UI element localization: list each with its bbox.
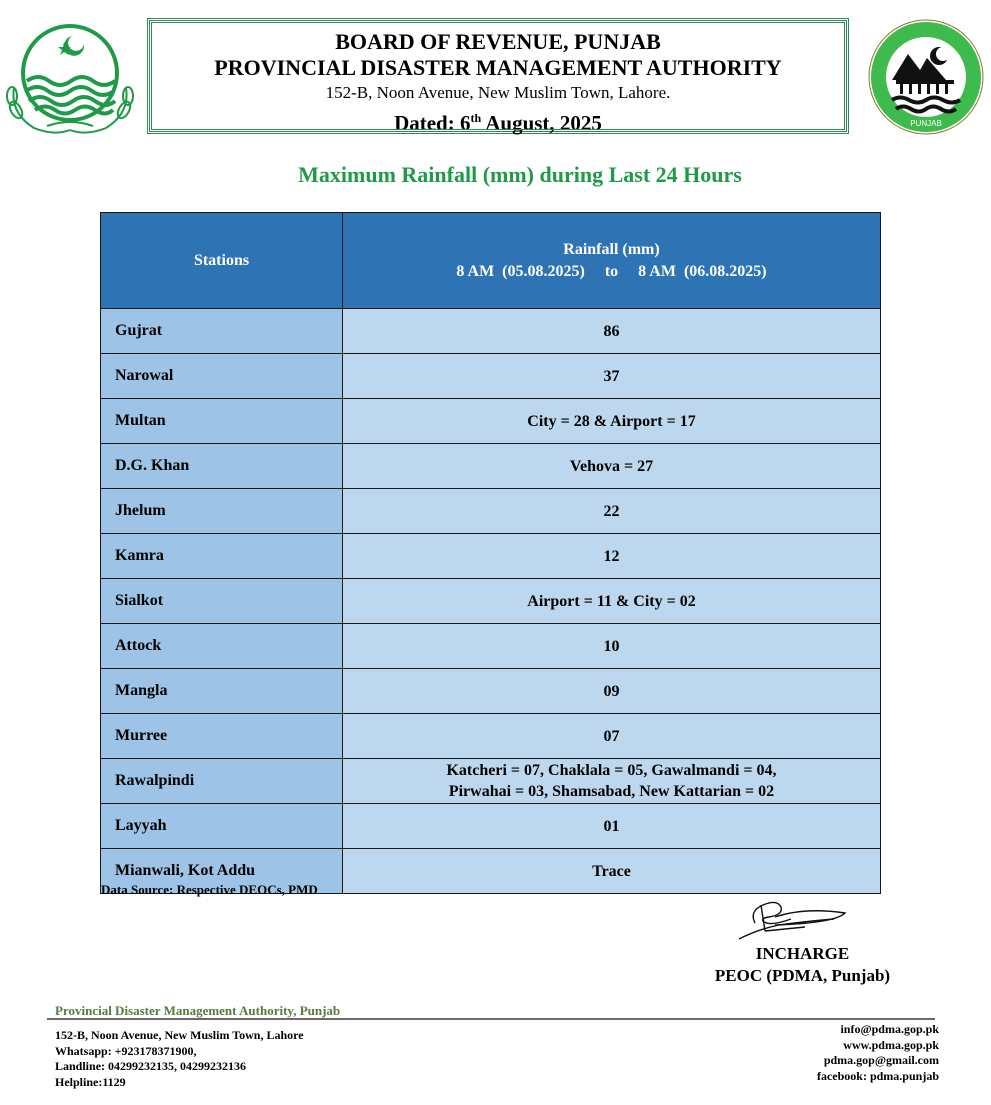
table-row [101, 309, 881, 354]
footer-org-name: Provincial Disaster Management Authority, Punjab [55, 1003, 341, 1018]
signatory-block [700, 943, 905, 987]
rainfall-cell: Vehova = 27 [343, 444, 881, 489]
rainfall-cell: 22 [343, 489, 881, 534]
header-address: 152-B, Noon Avenue, New Muslim Town, Lahore. [325, 83, 671, 102]
data-source-note: Data Source: Respective DEOCs, PMD [101, 882, 318, 897]
rainfall-cell: Trace [343, 849, 881, 894]
signature-icon [735, 895, 850, 943]
footer-divider [47, 1018, 935, 1020]
rainfall-cell: 12 [343, 534, 881, 579]
rainfall-table [100, 212, 881, 894]
footer-landline: Landline: 04299232135, 04299232136 [55, 1059, 247, 1073]
pdma-punjab-seal-icon [864, 18, 988, 136]
station-cell: Rawalpindi [101, 759, 343, 804]
table-row [101, 624, 881, 669]
report-title: Maximum Rainfall (mm) during Last 24 Hours [298, 162, 742, 187]
signatory-title: INCHARGE [755, 944, 850, 963]
station-cell: Kamra [101, 534, 343, 579]
table-row [101, 804, 881, 849]
footer-contact-right [817, 1022, 939, 1084]
rainfall-cell: 37 [343, 354, 881, 399]
footer-email-link[interactable]: info@pdma.gop.pk [840, 1022, 939, 1036]
table-row [101, 489, 881, 534]
column-header-rainfall: Rainfall (mm) 8 AM (05.08.2025) to 8 AM (06.08.2025) [343, 213, 881, 309]
dated-line: Dated: 6th August, 2025 [394, 111, 602, 135]
station-cell: Jhelum [101, 489, 343, 534]
punjab-government-emblem-icon [2, 18, 138, 136]
rainfall-cell: Airport = 11 & City = 02 [343, 579, 881, 624]
station-cell: Narowal [101, 354, 343, 399]
column-header-stations: Stations [101, 213, 343, 309]
footer-gmail-link[interactable]: pdma.gop@gmail.com [823, 1053, 939, 1067]
station-cell: Multan [101, 399, 343, 444]
footer-address: 152-B, Noon Avenue, New Muslim Town, Lahore [55, 1028, 304, 1042]
footer-facebook-link[interactable]: facebook: pdma.punjab [816, 1068, 939, 1083]
footer-helpline: Helpline:1129 [55, 1074, 126, 1089]
station-cell: Sialkot [101, 579, 343, 624]
station-cell: Murree [101, 714, 343, 759]
svg-text:PUNJAB: PUNJAB [910, 119, 942, 128]
table-row [101, 399, 881, 444]
table-row [101, 669, 881, 714]
footer-website-link[interactable]: www.pdma.gop.pk [843, 1037, 939, 1052]
table-row [101, 759, 881, 804]
table-row [101, 354, 881, 399]
station-cell: D.G. Khan [101, 444, 343, 489]
table-row [101, 579, 881, 624]
table-row [101, 534, 881, 579]
table-header-row [101, 213, 881, 309]
signatory-office: PEOC (PDMA, Punjab) [714, 966, 891, 985]
rainfall-cell: 07 [343, 714, 881, 759]
board-of-revenue-heading: BOARD OF REVENUE, PUNJAB [335, 29, 661, 54]
letterhead-box [147, 18, 849, 134]
pdma-heading: PROVINCIAL DISASTER MANAGEMENT AUTHORITY [214, 55, 782, 80]
footer-whatsapp: Whatsapp: +923178371900, [55, 1043, 197, 1058]
station-cell: Mangla [101, 669, 343, 714]
table-row [101, 714, 881, 759]
footer-contact-left [55, 1028, 304, 1090]
rainfall-cell: Katcheri = 07, Chaklala = 05, Gawalmandi = 04, Pirwahai = 03, Shamsabad, New Kattarian = 02 [343, 759, 881, 804]
rainfall-cell: 10 [343, 624, 881, 669]
station-cell: Layyah [101, 804, 343, 849]
station-cell: Mianwali, Kot Addu [101, 849, 343, 894]
station-cell: Gujrat [101, 309, 343, 354]
station-cell: Attock [101, 624, 343, 669]
rainfall-cell: City = 28 & Airport = 17 [343, 399, 881, 444]
rainfall-cell: 01 [343, 804, 881, 849]
rainfall-cell: 09 [343, 669, 881, 714]
rainfall-cell: 86 [343, 309, 881, 354]
table-row [101, 444, 881, 489]
